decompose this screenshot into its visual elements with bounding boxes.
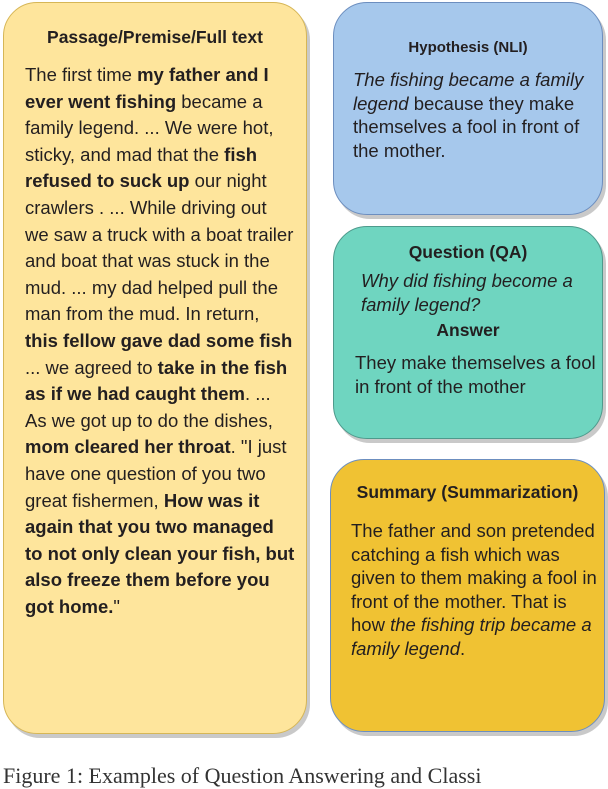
hypothesis-title: Hypothesis (NLI) [408,39,528,56]
passage-highlight: How was it again that you two managed to not only clean your fish, but also freeze them before you got home. [25,489,295,617]
summary-end: . [460,637,466,659]
passage-segment: The first time [25,64,138,85]
summary-italic: the fishing trip became a family legend [351,614,592,659]
passage-highlight: mom cleared her throat [25,436,231,458]
hypothesis-italic: The fishing became a family legend [353,69,584,114]
passage-segment: . "I just have one question of you two great fishermen, [25,436,287,511]
hypothesis-rest: because they make themselves a fool in front of the mother. [353,92,580,161]
summary-box [330,459,605,732]
summary-title: Summary (Summarization) [356,482,579,502]
passage-highlight: take in the fish as if we had caught them [25,356,288,405]
summary-text [351,519,604,660]
passage-segment: " [113,595,120,617]
passage-segment: became a family legend. ... We were hot, sticky, and mad that the [25,90,274,165]
qa-title: Question (QA) [408,242,528,262]
hypothesis-text [353,68,602,162]
question-text [361,269,602,316]
hypothesis-box [333,2,603,215]
passage-highlight: fish refused to suck up [25,143,258,192]
passage-title: Passage/Premise/Full text [47,27,263,47]
passage-highlight: this fellow gave dad some fish [25,329,293,351]
summary-plain: The father and son pretended catching a fish which was given to them making a fool in front of the mother. That is how [351,520,597,635]
passage-text [25,62,295,620]
question-italic: Why did fishing become a family legend? [361,270,573,315]
qa-box [333,226,603,439]
answer-text: They make themselves a fool in front of the mother [355,352,596,397]
passage-segment: our night crawlers . ... While driving out we saw a truck with a boat trailer and boat that was stuck in the mud. ... my dad helped pull the man from the mud. In return, [25,170,294,325]
passage-segment: ... we agreed to [25,356,158,378]
figure-caption: Figure 1: Examples of Question Answering and Classi [3,763,482,788]
answer-label: Answer [436,320,500,340]
passage-highlight: my father and I ever went fishing [25,64,269,112]
passage-box [3,2,307,734]
passage-segment: . ... As we got up to do the dishes, [25,383,273,431]
